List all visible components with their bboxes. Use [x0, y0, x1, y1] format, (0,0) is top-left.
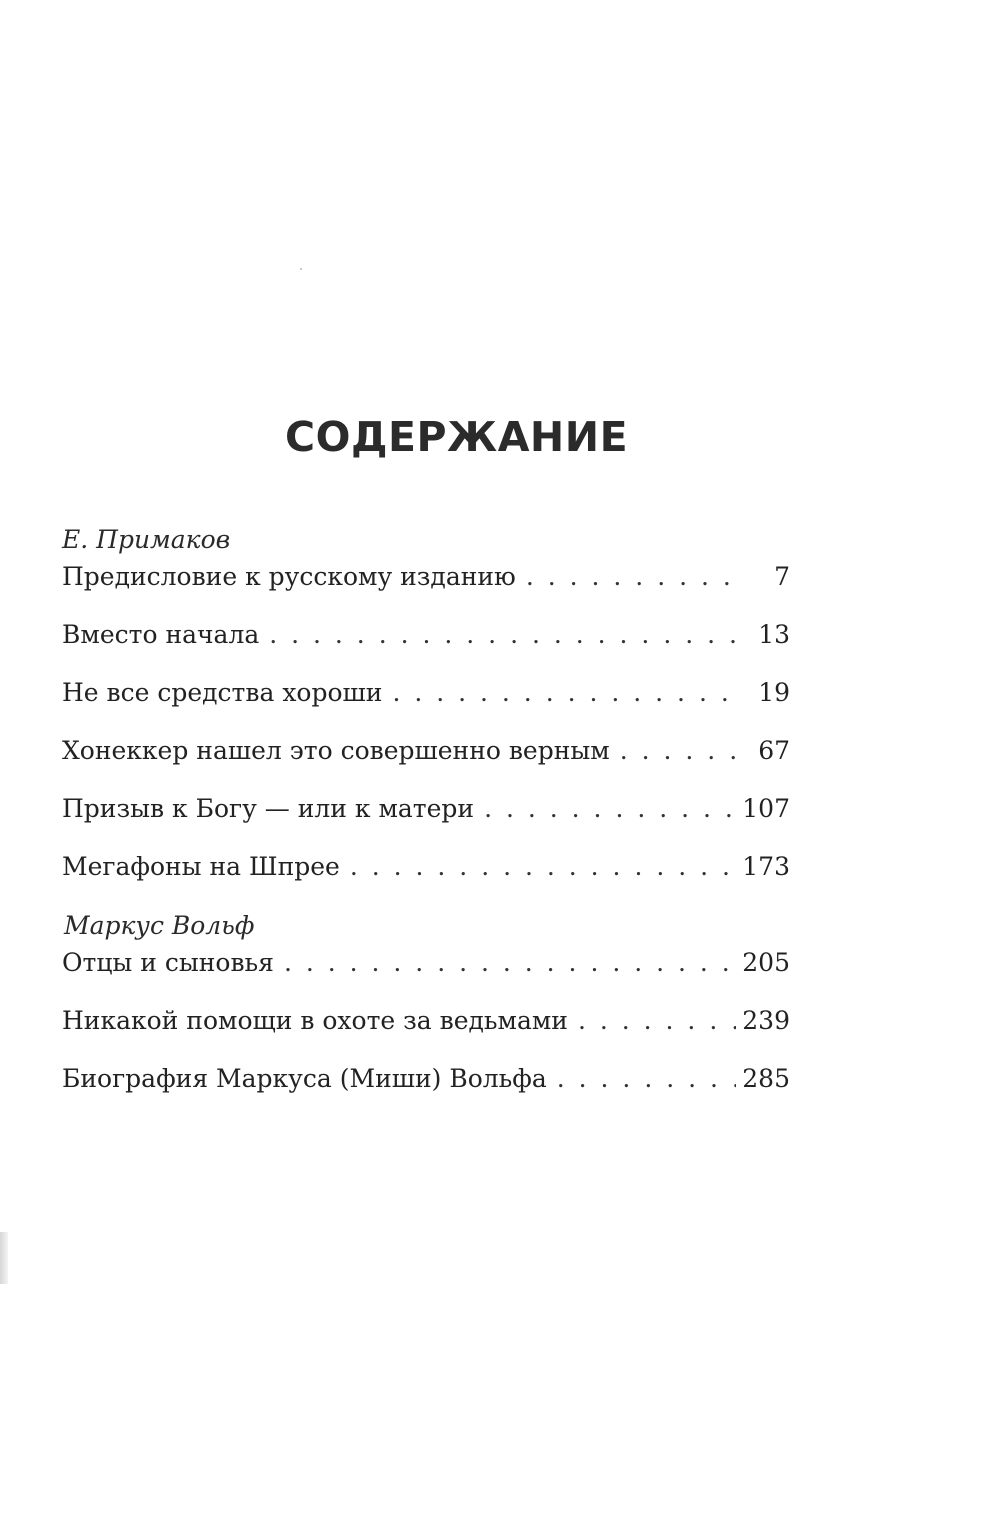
section-author: Е. Примаков [62, 525, 231, 554]
toc-entry-title: Призыв к Богу — или к матери [62, 794, 475, 823]
toc-entry-title: Хонеккер нашел это совершенно верным [62, 736, 610, 765]
toc-entry-title: Предисловие к русскому изданию [62, 562, 516, 591]
scan-edge-shadow [0, 1232, 8, 1284]
toc-entry-title: Вместо начала [62, 620, 260, 649]
dot-leader [526, 560, 744, 594]
dot-leader [350, 850, 736, 884]
toc-entry-page: 13 [758, 620, 790, 649]
toc-entry[interactable] [62, 560, 790, 594]
toc-entry[interactable] [62, 676, 790, 710]
toc-entry[interactable] [62, 734, 790, 768]
toc-entry[interactable] [62, 1004, 790, 1038]
toc-entry-title: Биография Маркуса (Миши) Вольфа [62, 1064, 547, 1093]
dot-leader [392, 676, 744, 710]
dot-leader [557, 1062, 737, 1096]
dot-leader [484, 792, 736, 826]
toc-entry[interactable] [62, 618, 790, 652]
section-author: Маркус Вольф [64, 911, 255, 940]
toc-entry-title: Не все средства хороши [62, 678, 383, 707]
toc-entry-page: 285 [742, 1064, 790, 1093]
toc-entry-page: 107 [742, 794, 790, 823]
dot-leader [620, 734, 744, 768]
print-speck [300, 268, 302, 270]
toc-entry[interactable] [62, 1062, 790, 1096]
dot-leader [284, 946, 736, 980]
toc-entry[interactable] [62, 946, 790, 980]
toc-entry-page: 205 [742, 948, 790, 977]
toc-entry-page: 67 [758, 736, 790, 765]
toc-entry-page: 239 [742, 1006, 790, 1035]
toc-entry-title: Мегафоны на Шпрее [62, 852, 340, 881]
toc-entry-page: 173 [742, 852, 790, 881]
toc-entry-title: Отцы и сыновья [62, 948, 274, 977]
page-title: СОДЕРЖАНИЕ [285, 413, 629, 461]
dot-leader [269, 618, 744, 652]
toc-entry-page: 19 [758, 678, 790, 707]
toc-entry-title: Никакой помощи в охоте за ведьмами [62, 1006, 568, 1035]
toc-entry-page: 7 [774, 562, 790, 591]
toc-entry[interactable] [62, 850, 790, 884]
toc-entry[interactable] [62, 792, 790, 826]
dot-leader [578, 1004, 736, 1038]
